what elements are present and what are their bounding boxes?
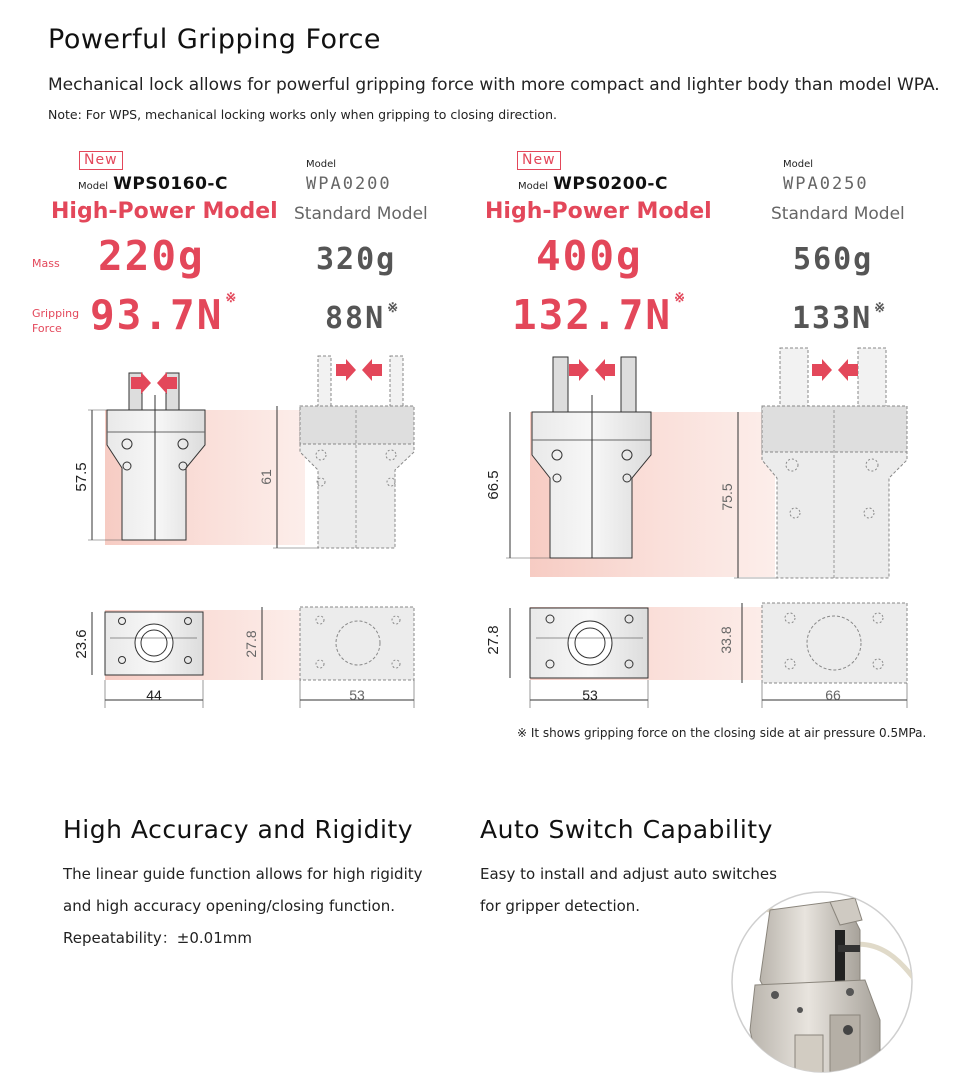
section-title-gripping-force: Powerful Gripping Force — [48, 24, 382, 55]
force-number: 88N — [325, 301, 386, 336]
model-type: Standard Model — [294, 204, 428, 224]
accuracy-line: The linear guide function allows for high rigidity — [63, 865, 423, 883]
model-type: High-Power Model — [51, 199, 278, 224]
model-name: WPA0250 — [783, 174, 869, 194]
accuracy-text — [63, 858, 423, 954]
force-value — [512, 291, 687, 339]
top-view-wps0200 — [510, 607, 775, 708]
force-number: 93.7N — [90, 291, 224, 339]
model-type: High-Power Model — [485, 199, 712, 224]
mass-value: 220g — [98, 232, 205, 280]
dim-depth-wpa0250: 33.8 — [718, 626, 734, 654]
section-note: Note: For WPS, mechanical locking works only when gripping to closing direction. — [48, 107, 557, 122]
dim-width-wps0160: 44 — [146, 687, 162, 703]
auto-switch-line: Easy to install and adjust auto switches — [480, 865, 777, 883]
section-title-accuracy: High Accuracy and Rigidity — [63, 815, 414, 844]
footnote-mark: ※ — [874, 301, 888, 316]
force-value — [325, 301, 400, 336]
mass-value: 320g — [316, 242, 397, 277]
footnote-mark: ※ — [674, 291, 688, 306]
force-row-label — [32, 306, 79, 336]
front-view-wps0200 — [506, 357, 775, 577]
model-name: WPA0200 — [306, 174, 392, 194]
model-label: Model — [783, 159, 814, 170]
accuracy-line: and high accuracy opening/closing function. — [63, 897, 395, 915]
force-number: 132.7N — [512, 291, 673, 339]
dim-width-wpa0250: 66 — [825, 687, 841, 703]
force-value — [792, 301, 887, 336]
model-name: WPS0160-C — [113, 174, 228, 194]
force-number: 133N — [792, 301, 873, 336]
mass-row-label: Mass — [32, 257, 60, 270]
model-label: Model — [306, 159, 337, 170]
mass-value: 560g — [793, 242, 874, 277]
dim-height-wps0160: 57.5 — [73, 462, 90, 492]
footnote-mark: ※ — [387, 301, 401, 316]
model-heading — [78, 174, 228, 194]
top-view-wps0160 — [92, 610, 305, 708]
dim-depth-wpa0200: 27.8 — [243, 630, 259, 658]
section-lead: Mechanical lock allows for powerful gripping force with more compact and lighter body than model WPA. — [48, 75, 940, 95]
force-row-label-line2: Force — [32, 322, 62, 335]
model-label: Model — [78, 181, 109, 192]
dim-depth-wps0200: 27.8 — [485, 625, 502, 655]
comparison-drawings — [0, 340, 960, 720]
gripper-photo — [730, 890, 915, 1075]
dim-width-wps0200: 53 — [582, 687, 598, 703]
accuracy-line: Repeatability：±0.01mm — [63, 929, 252, 947]
model-type: Standard Model — [771, 204, 905, 224]
force-value — [90, 291, 238, 339]
dim-height-wpa0200: 61 — [258, 469, 274, 485]
dim-height-wpa0250: 75.5 — [719, 483, 735, 511]
mass-value: 400g — [536, 232, 643, 280]
new-badge: New — [517, 151, 561, 170]
model-name: WPS0200-C — [553, 174, 668, 194]
model-heading — [518, 174, 668, 194]
section-title-auto-switch: Auto Switch Capability — [480, 815, 773, 844]
front-view-wps0160 — [88, 372, 305, 545]
footnote-mark: ※ — [225, 291, 239, 306]
model-label: Model — [518, 181, 549, 192]
dim-height-wps0200: 66.5 — [485, 470, 502, 500]
dim-depth-wps0160: 23.6 — [73, 629, 90, 659]
force-footnote: ※ It shows gripping force on the closing side at air pressure 0.5MPa. — [517, 726, 927, 740]
force-row-label-line1: Gripping — [32, 307, 80, 320]
auto-switch-line: for gripper detection. — [480, 897, 641, 915]
dim-width-wpa0200: 53 — [349, 687, 365, 703]
new-badge: New — [79, 151, 123, 170]
